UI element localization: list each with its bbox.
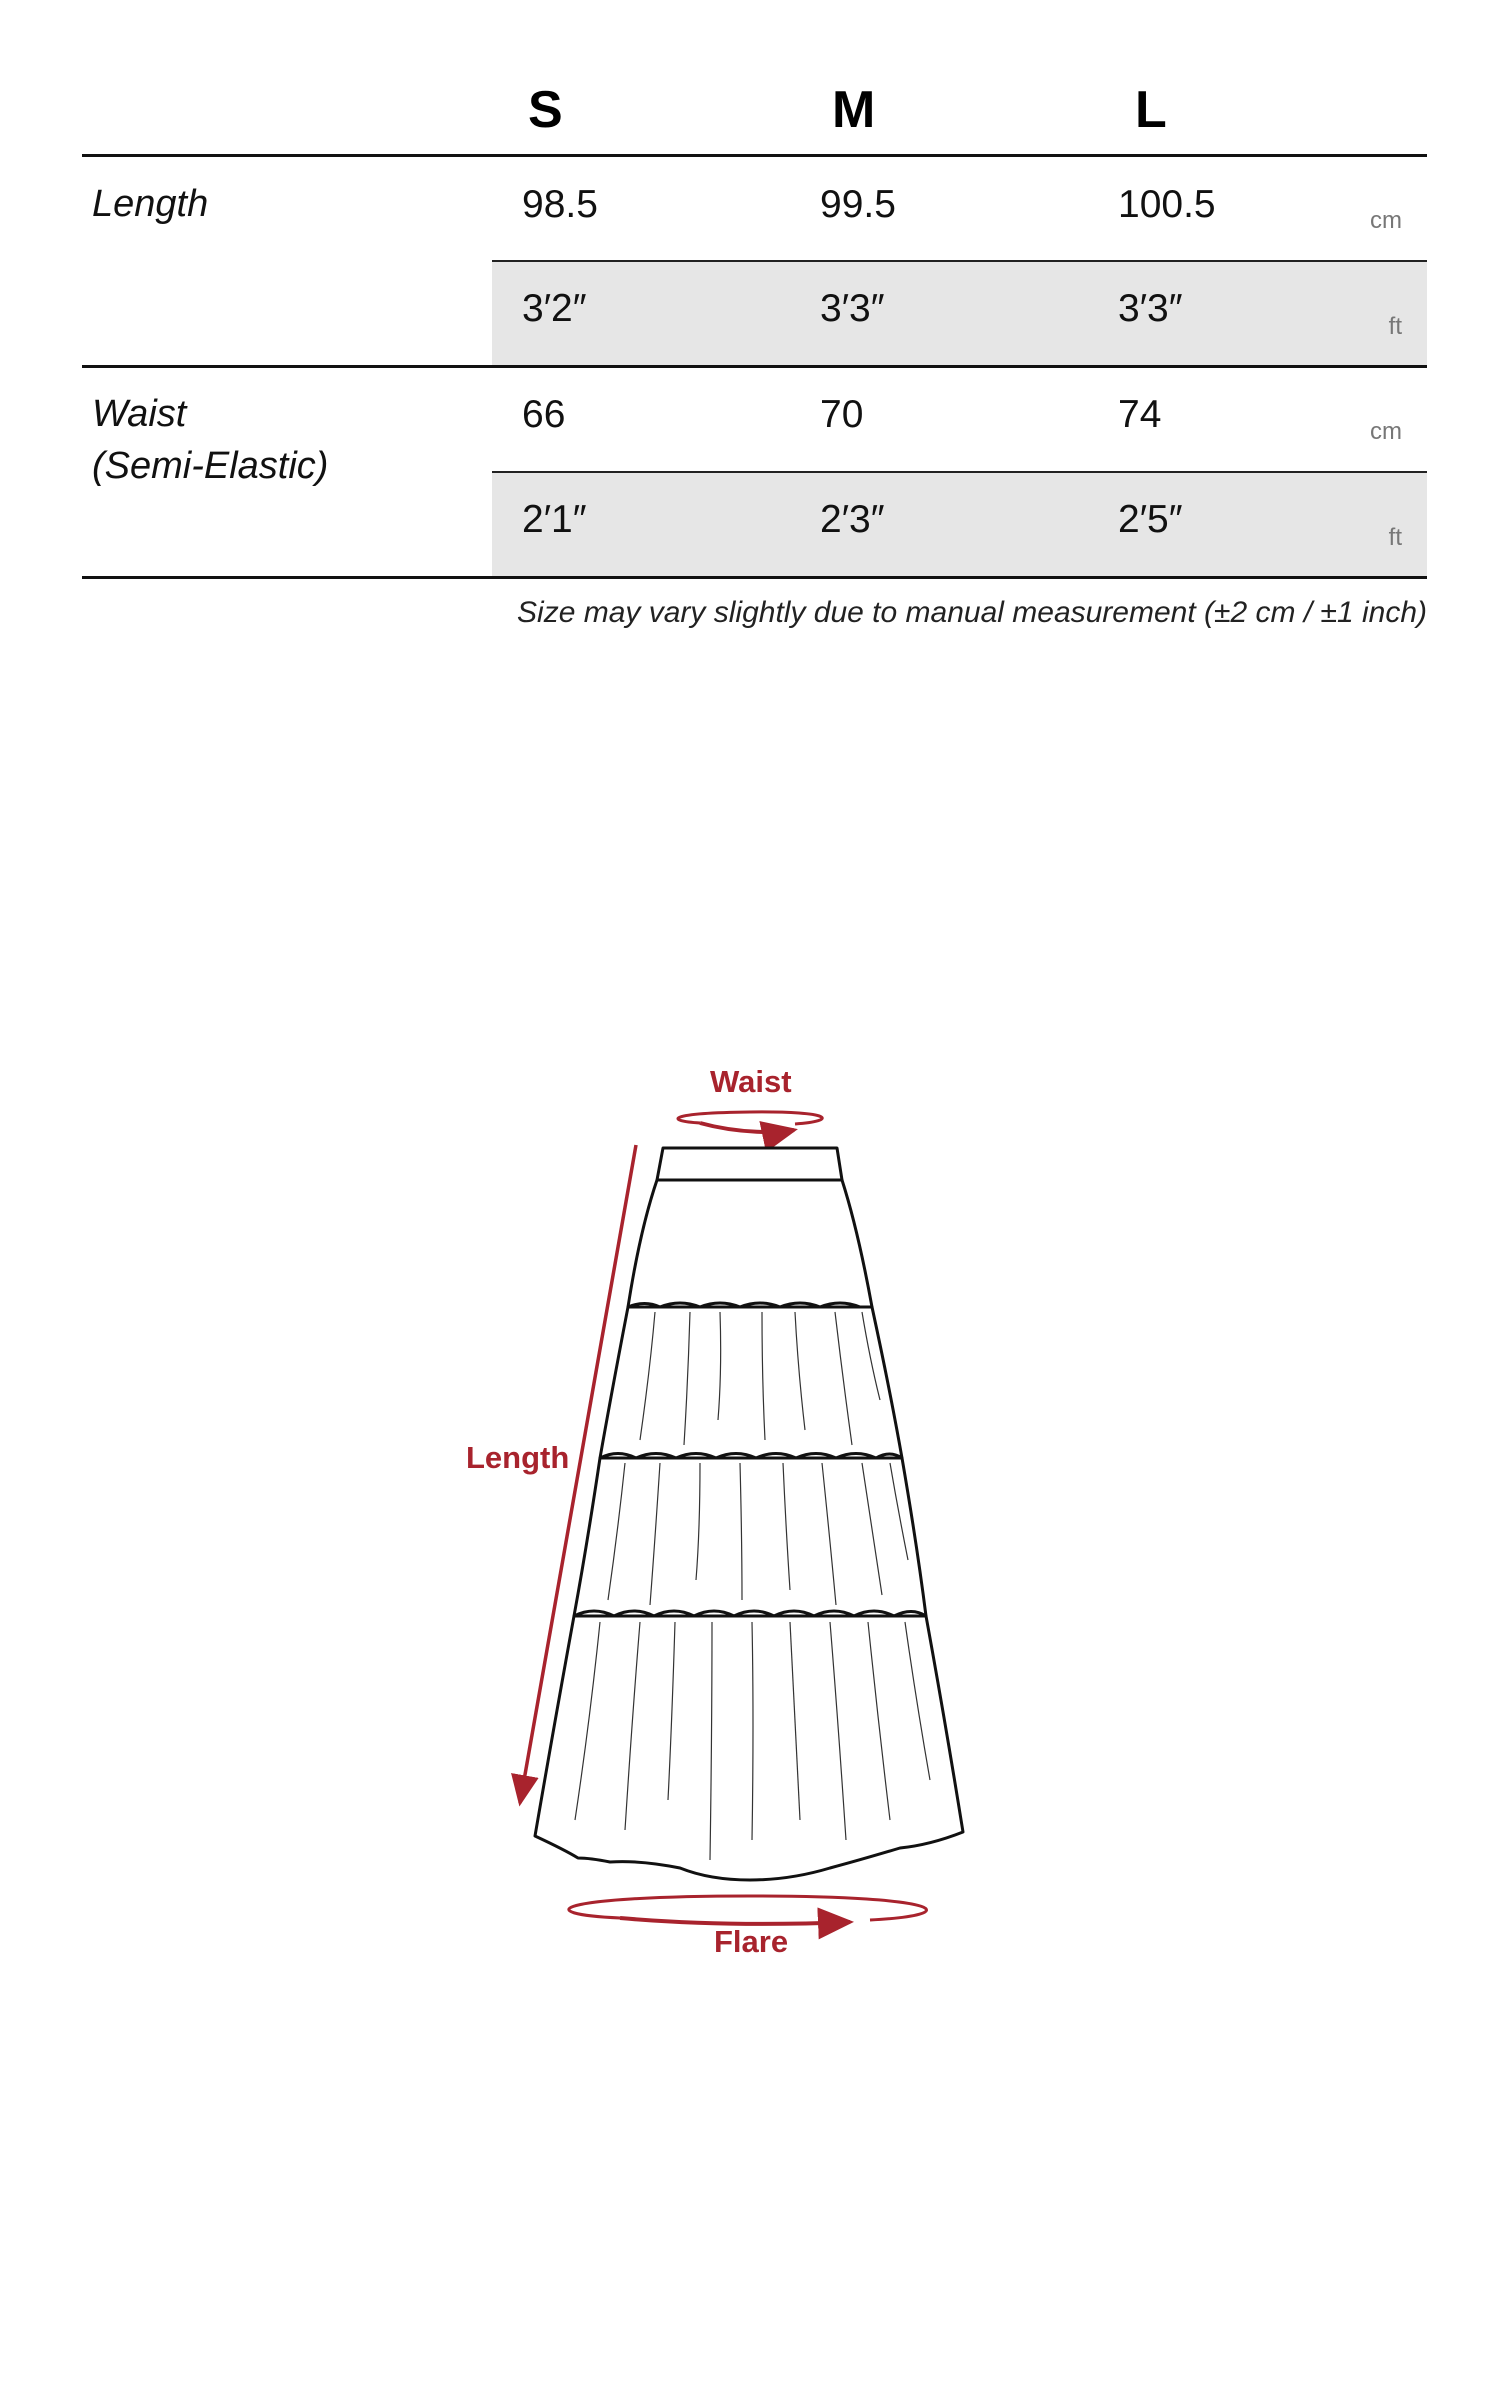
row-label-waist: Waist (Semi-Elastic) [92,393,329,487]
length-label: Length [466,1440,570,1475]
unit-cm: cm [1370,207,1402,234]
size-header-m: M [832,81,876,139]
measurement-note: Size may vary slightly due to manual measurement (±2 cm / ±1 inch) [517,596,1427,629]
flare-arrow-icon [569,1896,927,1924]
unit-ft: ft [1388,524,1402,551]
waist-s-ft: 2′1″ [522,498,587,541]
size-header-l: L [1135,81,1167,139]
waist-m-ft: 2′3″ [820,498,885,541]
length-s-ft: 3′2″ [522,287,587,330]
waist-label: Waist [710,1064,792,1099]
length-m-ft: 3′3″ [820,287,885,330]
length-m-cm: 99.5 [820,183,896,226]
waist-l-ft: 2′5″ [1118,498,1183,541]
waist-arrow-icon [678,1112,822,1132]
unit-cm: cm [1370,418,1402,445]
waist-l-cm: 74 [1118,393,1162,436]
size-header-s: S [528,81,563,139]
waist-m-cm: 70 [820,393,864,436]
length-s-cm: 98.5 [522,183,598,226]
length-l-ft: 3′3″ [1118,287,1183,330]
flare-label: Flare [714,1924,789,1959]
row-label-length: Length [92,183,209,225]
tiered-skirt-icon [535,1148,963,1880]
length-l-cm: 100.5 [1118,183,1216,226]
waist-s-cm: 66 [522,393,566,436]
unit-ft: ft [1388,313,1402,340]
